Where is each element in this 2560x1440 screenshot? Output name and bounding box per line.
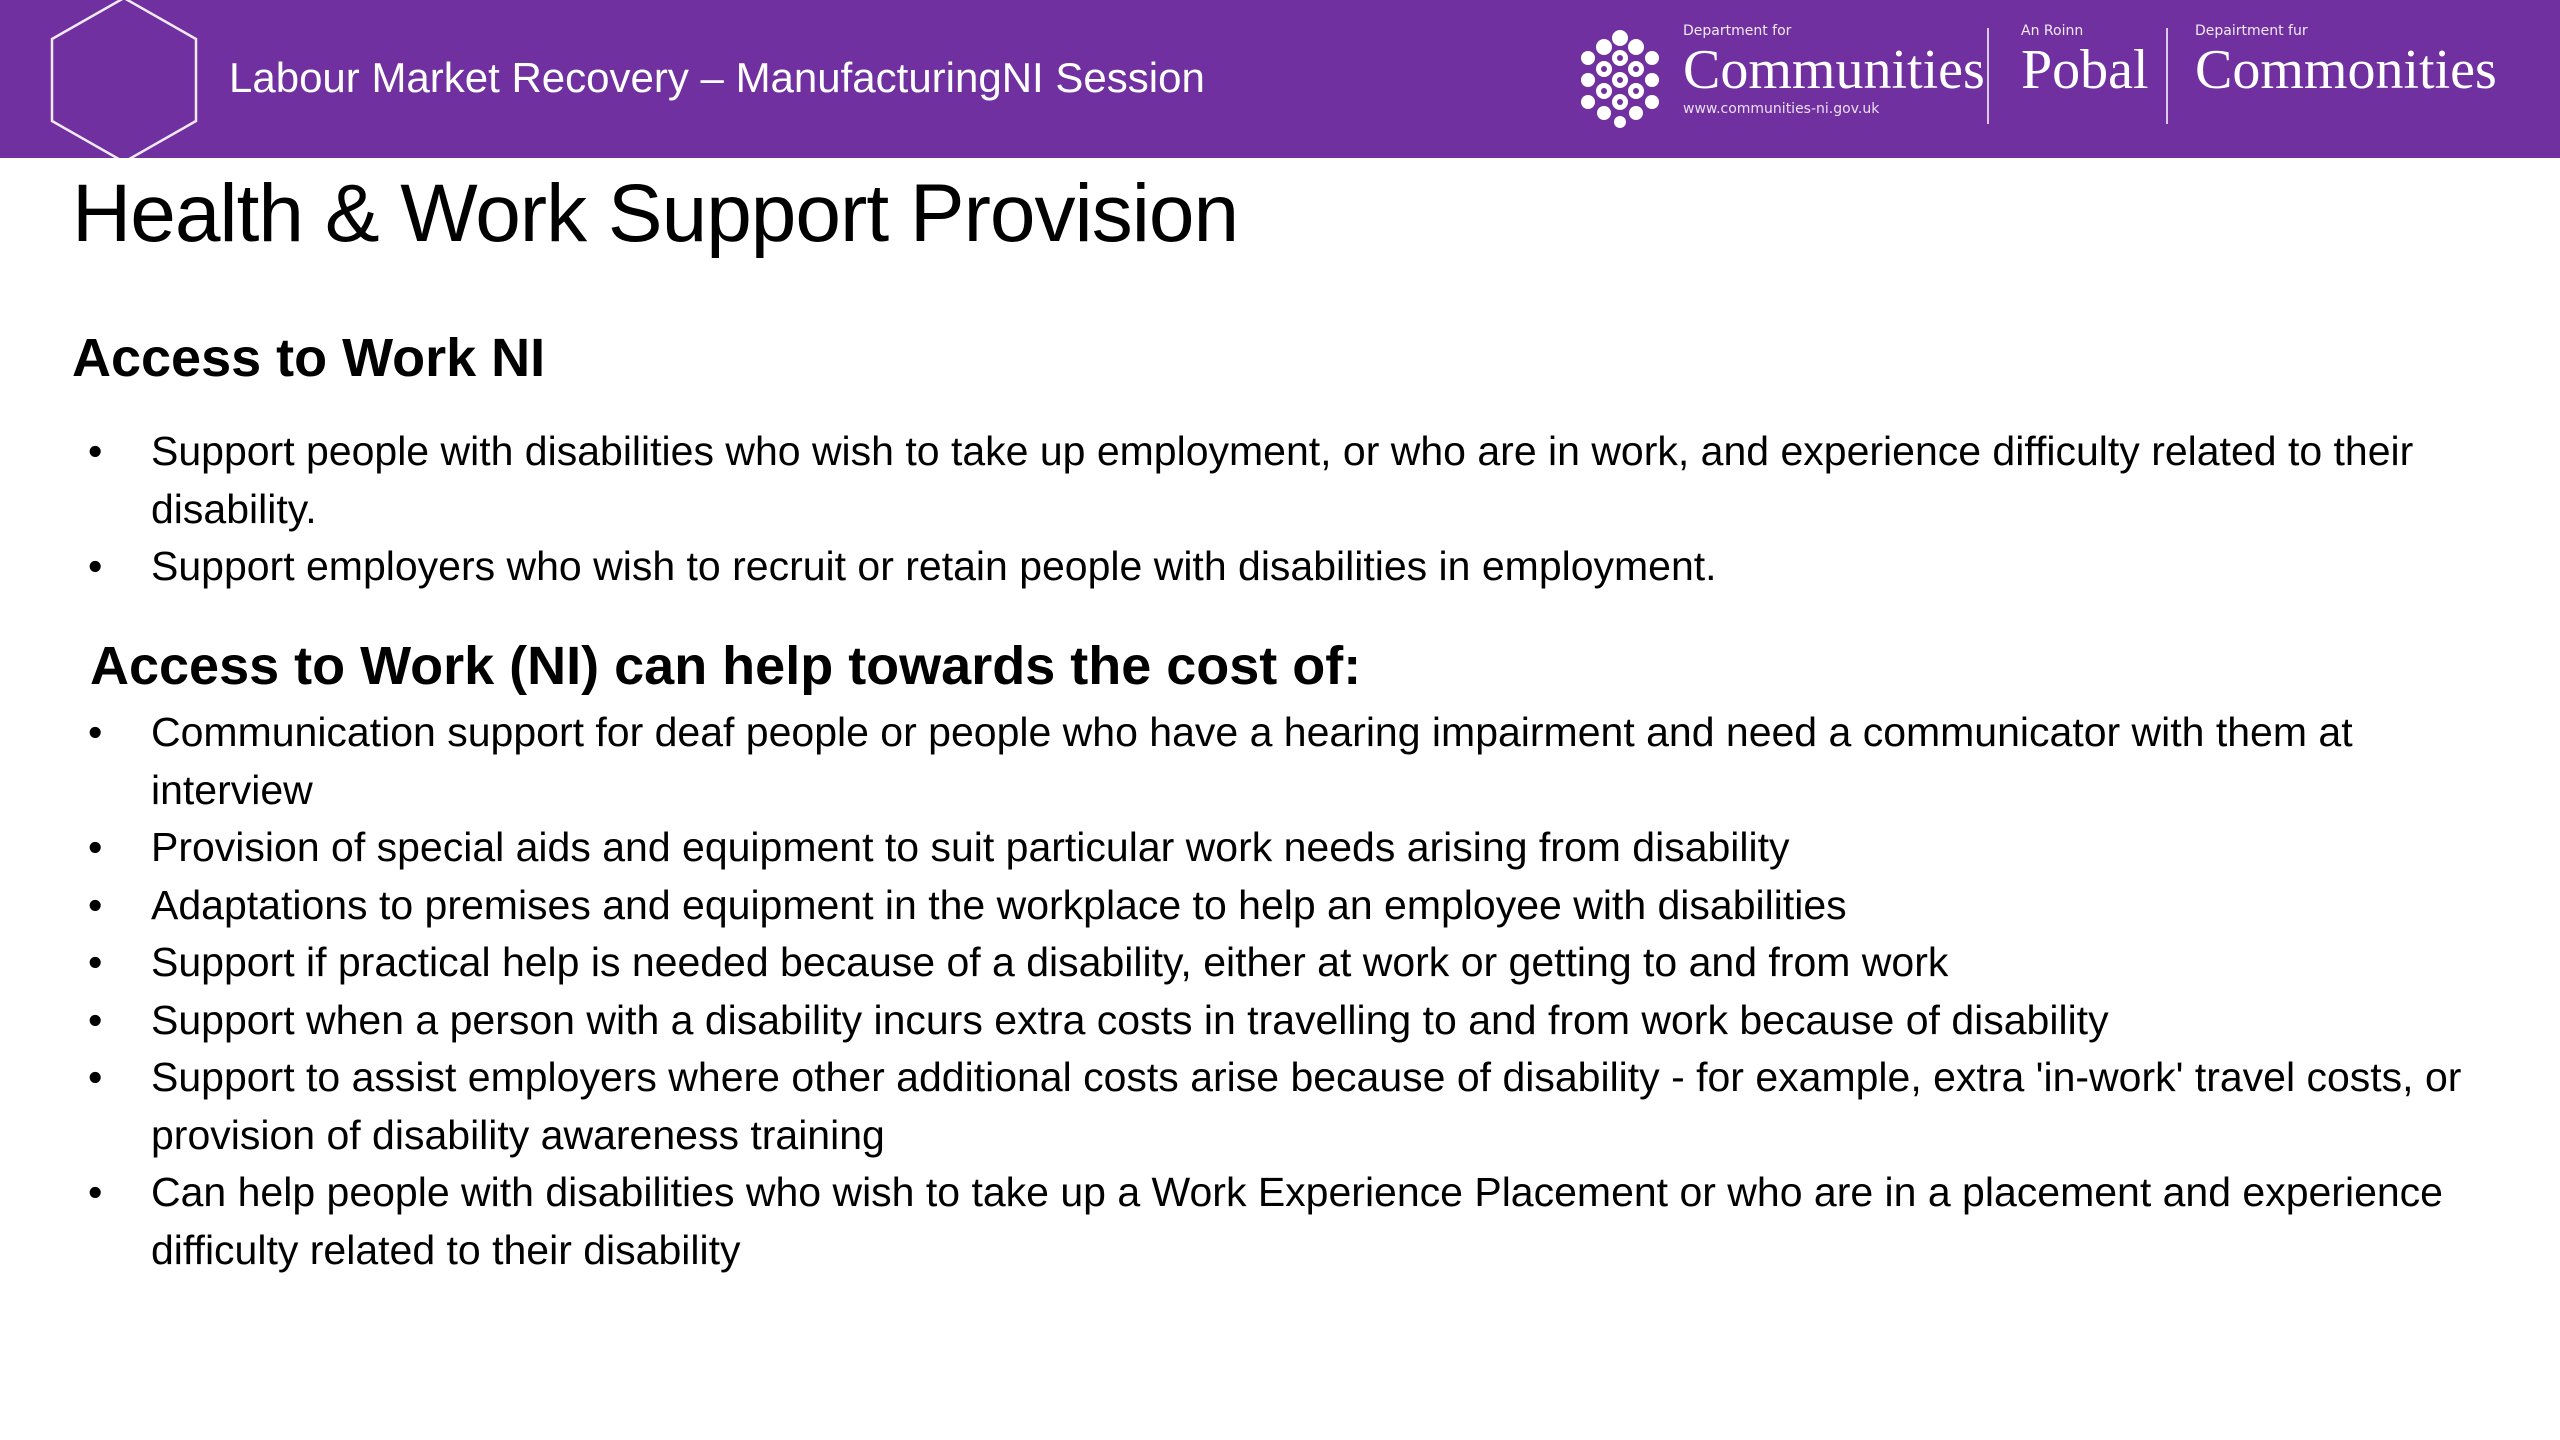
bullet-text: Support employers who wish to recruit or retain people with disabilities in employment. — [151, 543, 1717, 589]
bullet-icon: • — [88, 709, 103, 755]
logo-divider — [2166, 28, 2168, 124]
logo-small-text: Department for — [1683, 23, 1792, 39]
list-item — [88, 704, 2488, 819]
bullet-text: Support if practical help is needed because of a disability, either at work or getting to and from work — [151, 939, 1949, 985]
bullet-text: Can help people with disabilities who wish to take up a Work Experience Placement or who are in a placement and experience difficulty related to their disability — [151, 1169, 2443, 1273]
section-heading-help-towards-cost: Access to Work (NI) can help towards the cost of: — [90, 636, 1362, 696]
logo-divider — [1987, 28, 1989, 124]
bullet-icon: • — [88, 1054, 103, 1100]
logo-word-communities: Communities — [1683, 39, 1985, 101]
bullet-icon: • — [88, 543, 103, 589]
logo-url: www.communities-ni.gov.uk — [1683, 101, 1880, 117]
list-item — [88, 538, 2488, 596]
header-banner — [0, 0, 2560, 158]
bullet-icon: • — [88, 428, 103, 474]
department-logo — [1575, 22, 2497, 132]
list-item — [88, 819, 2488, 877]
banner-title: Labour Market Recovery – ManufacturingNI Session — [229, 54, 1205, 101]
bullet-text: Support when a person with a disability incurs extra costs in travelling to and from work because of disability — [151, 996, 2109, 1043]
list-item — [88, 992, 2488, 1050]
bullet-text: Communication support for deaf people or people who have a hearing impairment and need a communicator with them at interview — [151, 709, 2353, 813]
bullet-list-cost-help — [88, 704, 2488, 1279]
list-item — [88, 1164, 2488, 1279]
bullet-text: Provision of special aids and equipment to suit particular work needs arising from disability — [151, 824, 1790, 870]
list-item — [88, 877, 2488, 935]
logo-block-communities — [1683, 22, 1985, 118]
logo-small-text: An Roinn — [2021, 23, 2084, 39]
page-title: Health & Work Support Provision — [72, 168, 1239, 259]
hexagon-outline-icon — [44, 0, 204, 162]
section-heading-access-to-work: Access to Work NI — [72, 328, 546, 388]
bullet-icon: • — [88, 996, 103, 1043]
logo-word-commonities: Commonities — [2195, 39, 2497, 101]
logo-word-pobal: Pobal — [2021, 39, 2149, 101]
bullet-text: Adaptations to premises and equipment in the workplace to help an employee with disabilities — [151, 881, 1847, 928]
bullet-icon: • — [88, 824, 103, 870]
bullet-text: Support to assist employers where other additional costs arise because of disability - for example, extra 'in-work' travel costs, or provision of disability awareness training — [151, 1054, 2462, 1158]
list-item — [88, 934, 2488, 992]
logo-block-pobal — [2021, 22, 2149, 100]
list-item — [88, 423, 2488, 538]
logo-block-commonities — [2195, 22, 2497, 100]
logo-small-text: Depairtment fur — [2195, 23, 2308, 39]
bullet-icon: • — [88, 1169, 103, 1215]
bullet-icon: • — [88, 881, 103, 928]
bullet-list-access-to-work — [88, 423, 2488, 596]
department-flower-logo-icon — [1575, 28, 1665, 128]
list-item — [88, 1049, 2488, 1164]
bullet-icon: • — [88, 939, 103, 985]
bullet-text: Support people with disabilities who wish to take up employment, or who are in work, and experience difficulty related to their disability. — [151, 428, 2414, 532]
